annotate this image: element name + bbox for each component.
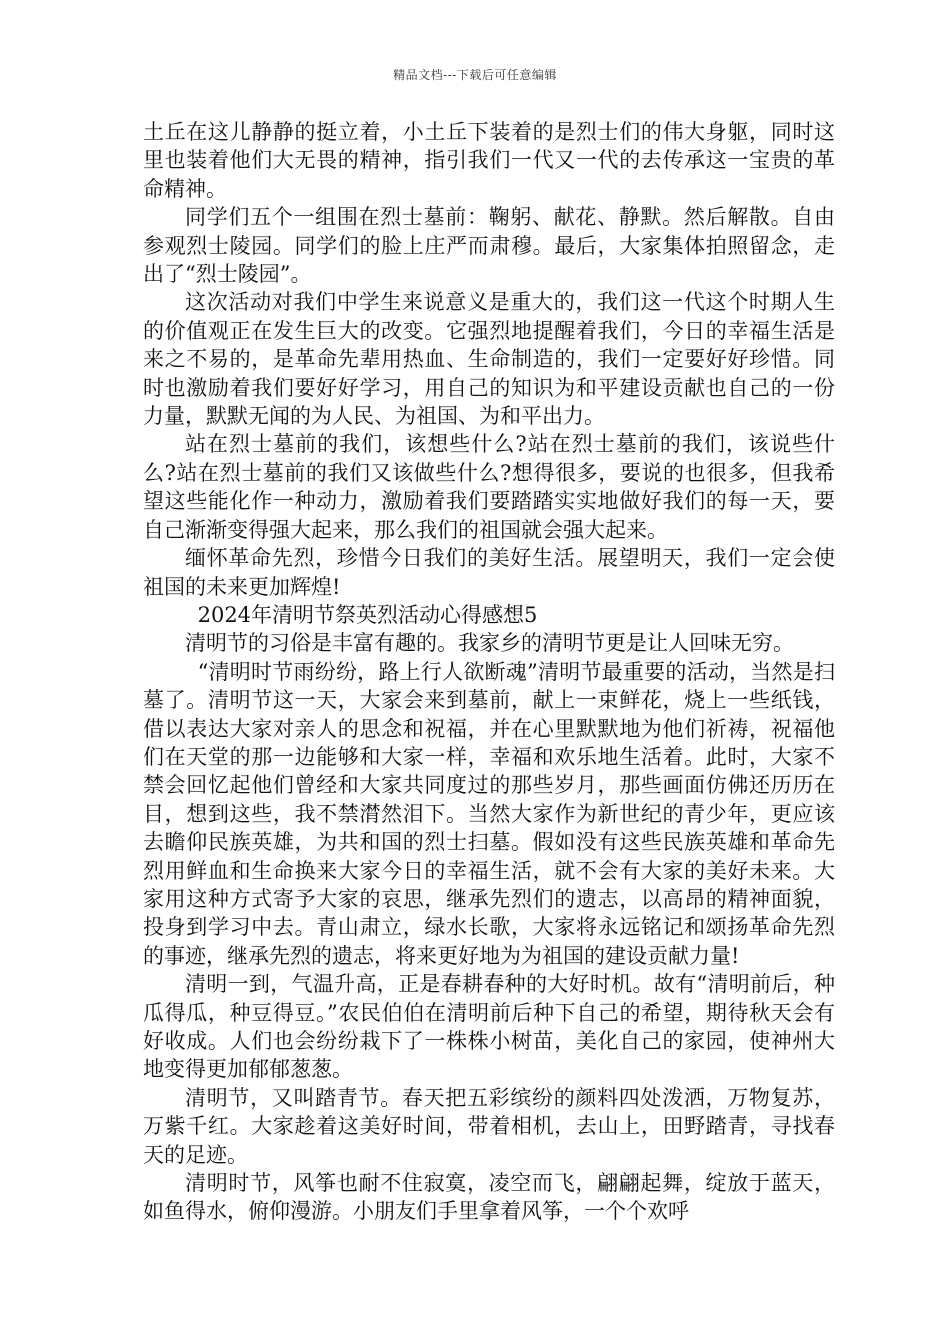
- paragraph: 清明一到，气温升高，正是春耕春种的大好时机。故有“清明前后，种瓜得瓜，种豆得豆。”农民伯伯在清明前后种下自己的希望，期待秋天会有好收成。人们也会纷纷栽下了一株株小树苗，美化自己的家园，使神州大地变得更加郁郁葱葱。: [143, 972, 835, 1082]
- paragraph: 清明节，又叫踏青节。春天把五彩缤纷的颜料四处泼洒，万物复苏，万紫千红。大家趁着这美好时间，带着相机，去山上，田野踏青，寻找春天的足迹。: [143, 1085, 835, 1167]
- paragraph-continued: 土丘在这儿静静的挺立着，小土丘下装着的是烈士们的伟大身躯，同时这里也装着他们大无畏的精神，指引我们一代又一代的去传承这一宝贵的革命精神。: [143, 120, 835, 201]
- paragraph: “清明时节雨纷纷，路上行人欲断魂”清明节最重要的活动，当然是扫墓了。清明节这一天，大家会来到墓前，献上一束鲜花，烧上一些纸钱，借以表达大家对亲人的思念和祝福，并在心里默默地为他们祈祷，祝福他们在天堂的那一边能够和大家一样，幸福和欢乐地生活着。此时，大家不禁会回忆起他们曾经和大家共同度过的那些岁月，那些画面仿佛还历历在目，想到这些，我不禁潸然泪下。当然大家作为新世纪的青少年，更应该去瞻仰民族英雄，为共和国的烈士扫墓。假如没有这些民族英雄和革命先烈用鲜血和生命换来大家今日的幸福生活，就不会有大家的美好未来。大家用这种方式寄予大家的哀思，继承先烈们的遗志，以高昂的精神面貌，投身到学习中去。青山肃立，绿水长歌，大家将永远铭记和颂扬革命先烈的事迹，继承先烈的遗志，将来更好地为为祖国的建设贡献力量!: [143, 659, 835, 968]
- paragraph: 缅怀革命先烈，珍惜今日我们的美好生活。展望明天，我们一定会使祖国的未来更加辉煌!: [143, 546, 835, 599]
- paragraph: 清明时节，风筝也耐不住寂寞，凌空而飞，翩翩起舞，绽放于蓝天，如鱼得水，俯仰漫游。小朋友们手里拿着风筝，一个个欢呼: [143, 1171, 835, 1224]
- page-header: 精品文档---下载后可任意编辑: [393, 68, 557, 82]
- paragraph: 这次活动对我们中学生来说意义是重大的，我们这一代这个时期人生的价值观正在发生巨大的改变。它强烈地提醒着我们，今日的幸福生活是来之不易的，是革命先辈用热血、生命制造的，我们一定要好好珍惜。同时也激励着我们要好好学习，用自己的知识为和平建设贡献也自己的一份力量，默默无闻的为人民、为祖国、为和平出力。: [143, 290, 835, 429]
- paragraph: 清明节的习俗是丰富有趣的。我家乡的清明节更是让人回味无穷。: [185, 631, 794, 656]
- document-body: [143, 118, 835, 1226]
- paragraph: 站在烈士墓前的我们，该想些什么?站在烈士墓前的我们，该说些什么?站在烈士墓前的我们又该做些什么?想得很多，要说的也很多，但我希望这些能化作一种动力，激励着我们要踏踏实实地做好我们的每一天，要自己渐渐变得强大起来，那么我们的祖国就会强大起来。: [143, 432, 835, 542]
- section-heading: 2024年清明节祭英烈活动心得感想5: [197, 602, 538, 627]
- paragraph: 同学们五个一组围在烈士墓前：鞠躬、献花、静默。然后解散。自由参观烈士陵园。同学们的脸上庄严而肃穆。最后，大家集体拍照留念，走出了“烈士陵园”。: [143, 205, 835, 287]
